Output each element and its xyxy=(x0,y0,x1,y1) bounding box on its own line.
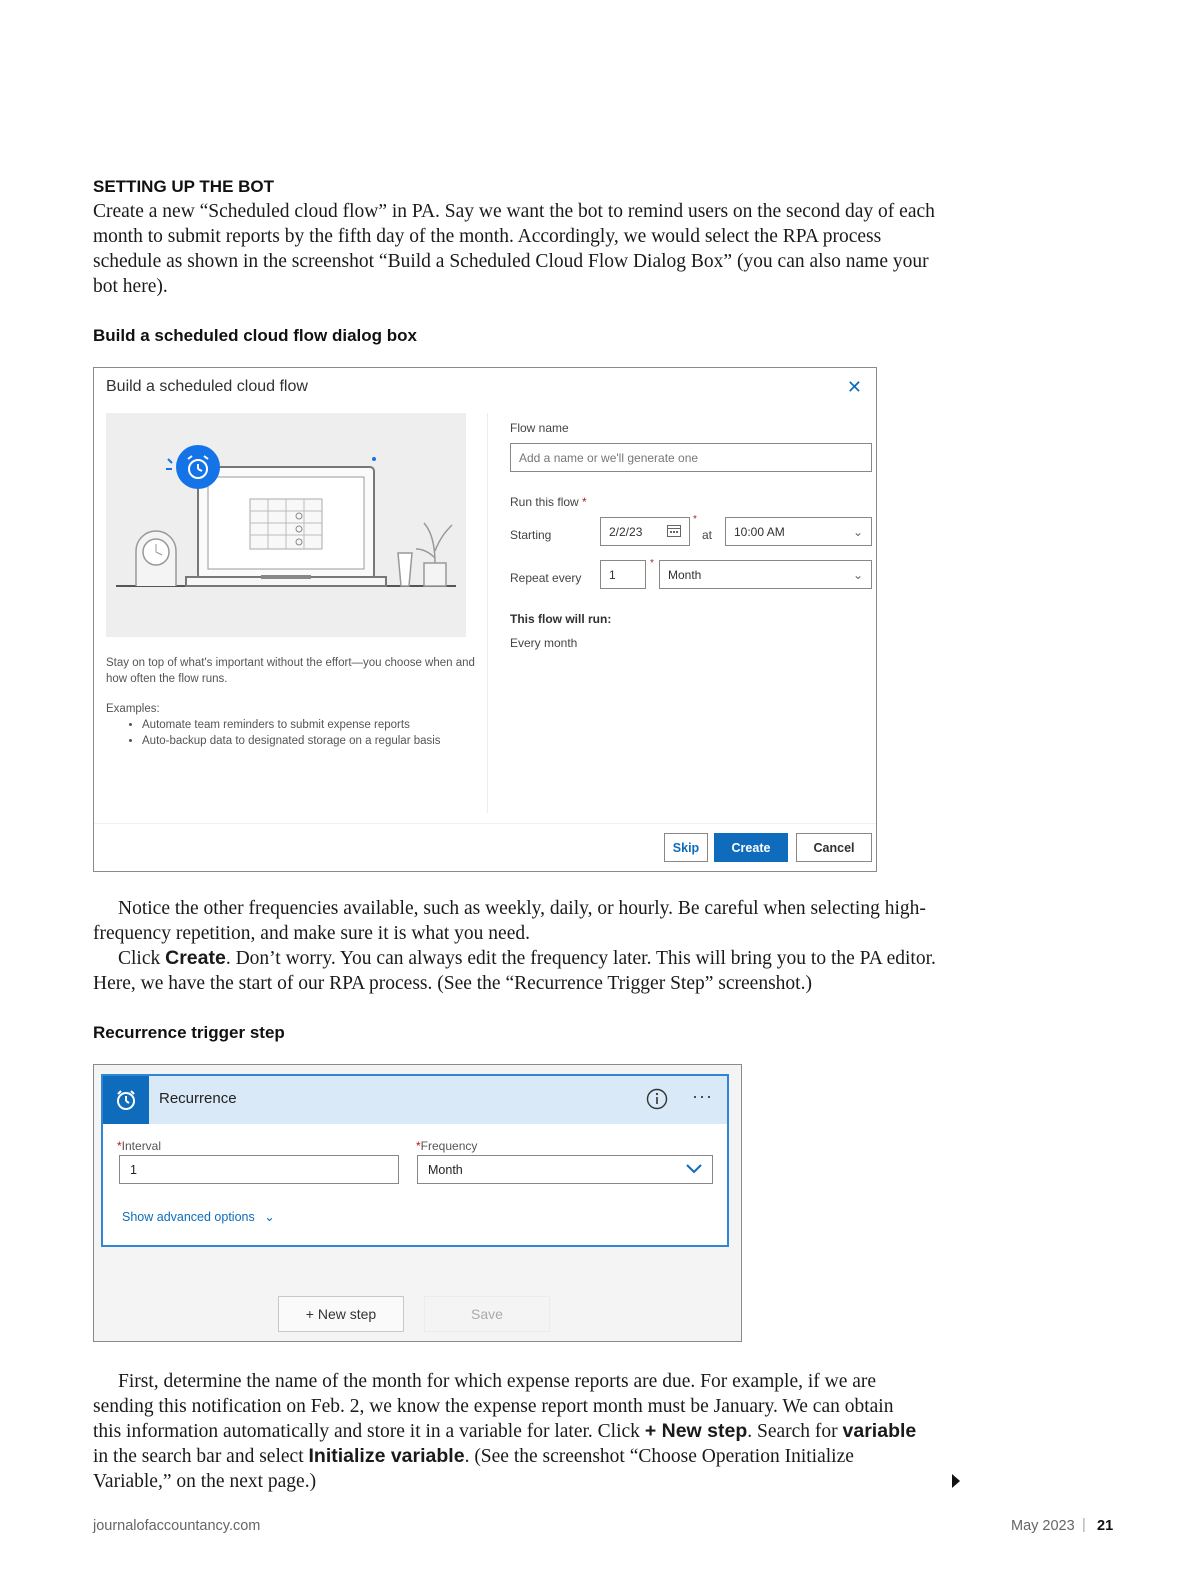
recurrence-trigger-screenshot xyxy=(93,1064,742,1342)
repeat-unit-value: Month xyxy=(668,567,702,582)
show-advanced-options-link[interactable] xyxy=(122,1209,275,1224)
recurrence-title: Recurrence xyxy=(159,1090,237,1107)
run-this-flow-label xyxy=(510,495,587,509)
save-button[interactable]: Save xyxy=(424,1296,550,1332)
text-run: . Don’t worry. You can always edit the frequency later. This will bring you to the PA editor. Here, we have the start of our RPA process. (See the “Recurrence Trigger Step” screenshot.) xyxy=(93,948,936,994)
interval-input[interactable] xyxy=(119,1155,399,1184)
create-button[interactable]: Create xyxy=(714,833,788,862)
calendar-icon[interactable] xyxy=(667,524,681,540)
section-heading: SETTING UP THE BOT xyxy=(93,177,275,196)
interval-label-text: Interval xyxy=(121,1139,162,1153)
chevron-down-icon: ⌄ xyxy=(852,524,863,539)
figure1-caption: Build a scheduled cloud flow dialog box xyxy=(93,326,417,345)
run-label-text: Run this flow xyxy=(510,495,579,509)
click-create-text xyxy=(93,946,953,996)
dialog-title: Build a scheduled cloud flow xyxy=(106,378,308,395)
cancel-button[interactable]: Cancel xyxy=(796,833,872,862)
paragraph-initialize-variable xyxy=(93,1369,923,1494)
flow-name-placeholder: Add a name or we'll generate one xyxy=(519,450,699,465)
chevron-down-icon: ⌄ xyxy=(852,567,863,582)
examples-list xyxy=(106,717,476,749)
frequencies-text: Notice the other frequencies available, such as weekly, daily, or hourly. Be careful when selecting high-frequency repetition, and make sure it is what you need. xyxy=(93,898,926,944)
start-date-picker[interactable] xyxy=(600,517,690,546)
intro-text: Create a new “Scheduled cloud flow” in PA. Say we want the bot to remind users on the second day of each month to submit reports by the fifth day of the month. Accordingly, we would select the RPA process schedule as shown in the screenshot “Build a Scheduled Cloud Flow Dialog Box” (you can also name your bot here). xyxy=(93,201,935,297)
recurrence-header[interactable] xyxy=(103,1076,727,1124)
more-options-icon[interactable]: ··· xyxy=(692,1086,713,1106)
required-mark: * xyxy=(117,1139,122,1153)
footer-divider xyxy=(94,823,876,824)
bold-term: + New step xyxy=(644,1420,748,1442)
description-text: Stay on top of what's important without the effort—you choose when and how often the flow runs. xyxy=(106,657,475,685)
interval-label xyxy=(117,1139,161,1153)
recurrence-card xyxy=(101,1074,729,1247)
bold-term: Create xyxy=(165,947,226,969)
interval-value: 1 xyxy=(130,1162,137,1177)
flow-name-label: Flow name xyxy=(510,421,569,435)
examples-label: Examples: xyxy=(106,703,160,715)
date-required-mark: * xyxy=(693,514,697,525)
footer-site: journalofaccountancy.com xyxy=(93,1518,261,1534)
dialog-description xyxy=(106,655,476,749)
page-number: 21 xyxy=(1097,1518,1114,1534)
text-run: . Search for xyxy=(747,1421,843,1442)
frequency-dropdown[interactable] xyxy=(417,1155,713,1184)
repeat-interval-input[interactable] xyxy=(600,560,646,589)
required-mark: * xyxy=(582,495,587,509)
start-time-dropdown[interactable] xyxy=(725,517,872,546)
text-run: . (See the screenshot “Choose Operation Initialize Variable,” on the next page.) xyxy=(93,1446,854,1492)
scheduled-flow-dialog-screenshot xyxy=(93,367,877,872)
frequency-label-text: Frequency xyxy=(420,1139,478,1153)
initialize-variable-text xyxy=(93,1369,923,1494)
repeat-interval-value: 1 xyxy=(609,567,616,582)
text-run: First, determine the name of the month for which expense reports are due. For example, if we are sending this notification on Feb. 2, we know the expense report month must be January. We can obtain this information automatically and store it in a variable for later. Click xyxy=(93,1371,894,1442)
skip-button[interactable]: Skip xyxy=(664,833,708,862)
footer-issue: May 2023 xyxy=(1011,1518,1075,1534)
paragraph-frequencies xyxy=(93,896,953,996)
example-item: • Auto-backup data to designated storage on a regular basis xyxy=(142,733,476,749)
repeat-unit-dropdown[interactable] xyxy=(659,560,872,589)
figure2-caption: Recurrence trigger step xyxy=(93,1023,285,1042)
example-item: • Automate team reminders to submit expense reports xyxy=(142,717,476,733)
info-icon[interactable] xyxy=(646,1088,668,1115)
text-run: Click xyxy=(118,948,166,969)
alarm-clock-icon xyxy=(103,1076,149,1124)
vertical-divider xyxy=(487,413,488,813)
start-date-value: 2/2/23 xyxy=(609,524,643,539)
at-label: at xyxy=(702,528,713,542)
frequency-value: Month xyxy=(428,1162,463,1177)
text-run: in the search bar and select xyxy=(93,1446,309,1467)
start-time-value: 10:00 AM xyxy=(734,524,785,539)
close-icon[interactable]: ✕ xyxy=(846,377,862,397)
repeat-every-label: Repeat every xyxy=(510,571,582,585)
intro-paragraph xyxy=(93,199,953,299)
will-run-value: Every month xyxy=(510,636,578,650)
chevron-down-icon xyxy=(686,1163,702,1177)
footer-separator: | xyxy=(1082,1517,1086,1533)
new-step-button[interactable]: + New step xyxy=(278,1296,404,1332)
will-run-label: This flow will run: xyxy=(510,612,612,626)
bold-term: Initialize variable xyxy=(308,1445,465,1467)
interval-required-mark: * xyxy=(650,558,654,569)
frequency-label xyxy=(416,1139,477,1153)
required-mark: * xyxy=(416,1139,421,1153)
chevron-down-icon: ⌄ xyxy=(264,1210,275,1224)
starting-label: Starting xyxy=(510,528,552,542)
laptop-calendar-clock-illustration xyxy=(106,413,466,637)
flow-name-input[interactable] xyxy=(510,443,872,472)
bold-term: variable xyxy=(842,1420,917,1442)
advanced-options-text: Show advanced options xyxy=(122,1210,255,1224)
continue-arrow-icon xyxy=(951,1473,961,1494)
